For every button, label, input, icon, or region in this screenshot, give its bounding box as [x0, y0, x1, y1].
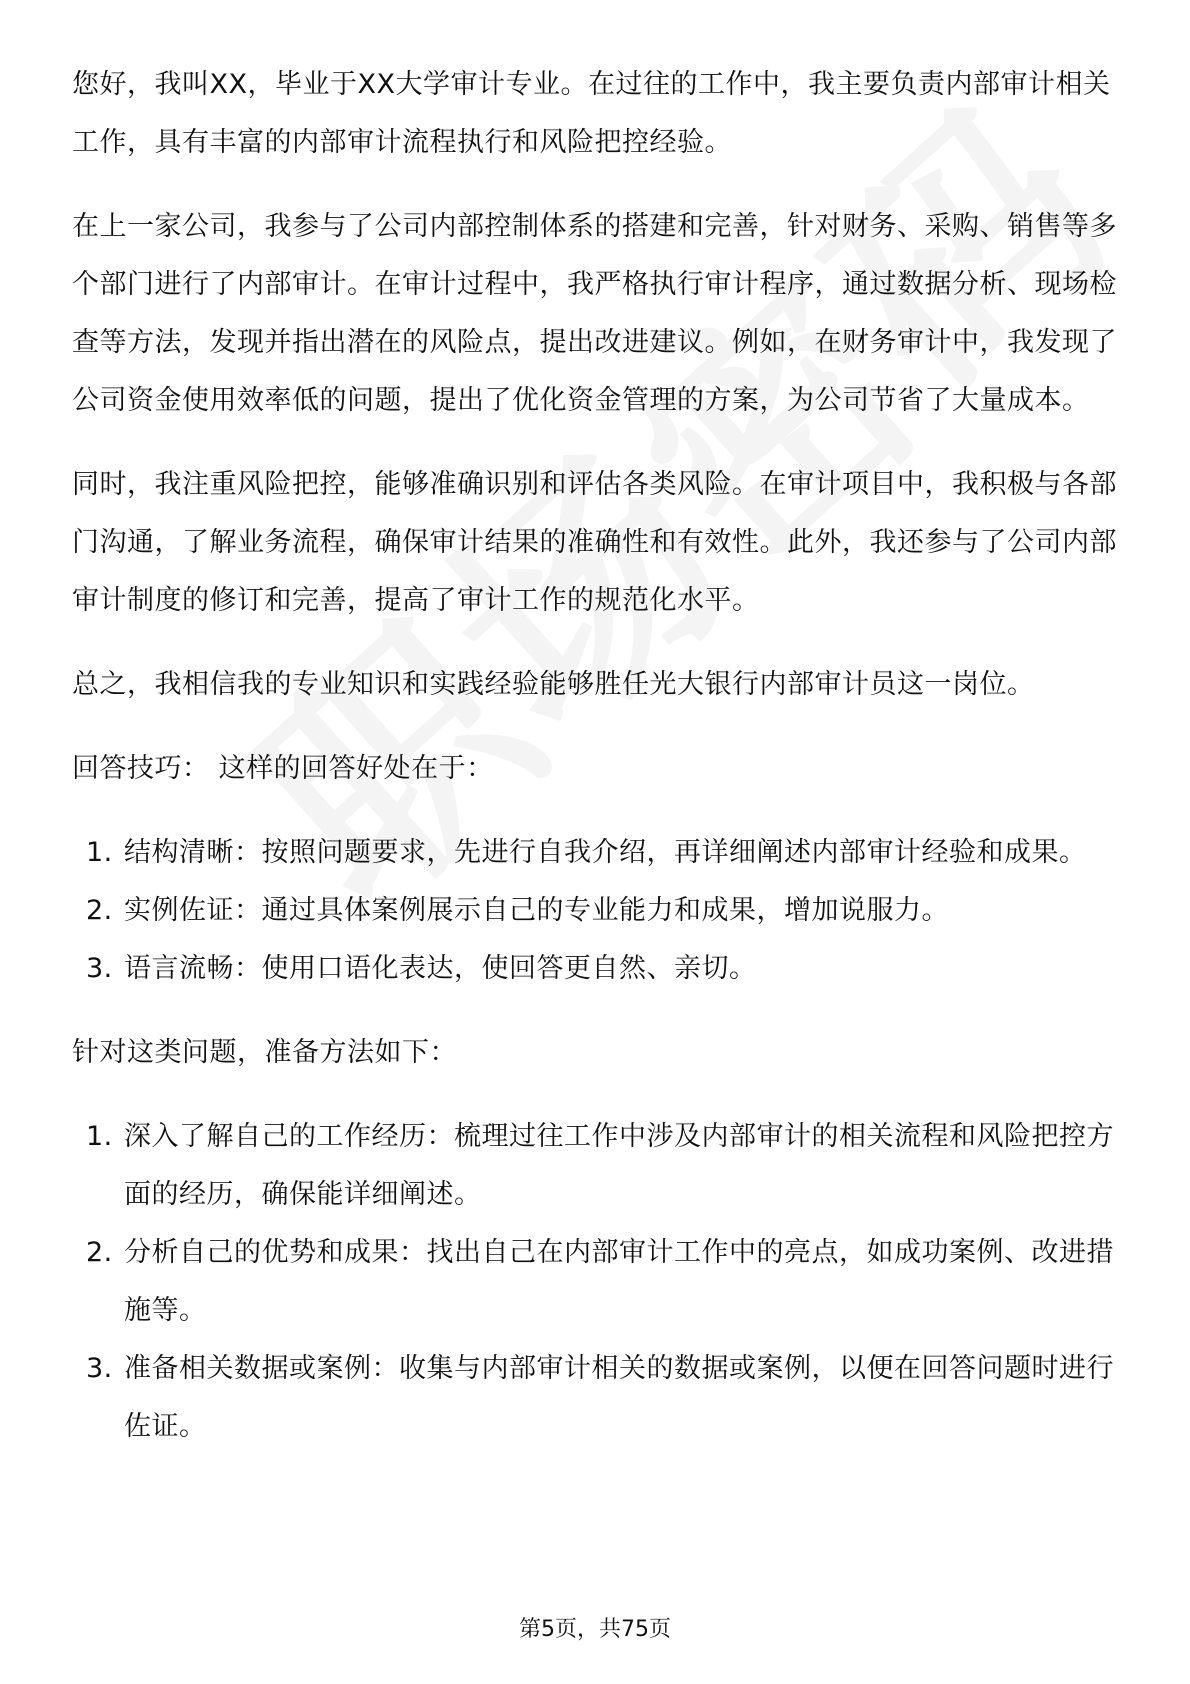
list-number: 2. — [86, 895, 113, 926]
prep-list — [72, 1108, 1118, 1456]
tips-list — [72, 824, 1118, 998]
list-item — [72, 882, 1118, 940]
list-item-text: 结构清晰：按照问题要求，先进行自我介绍，再详细阐述内部审计经验和成果。 — [124, 837, 1087, 868]
list-item-text: 深入了解自己的工作经历：梳理过往工作中涉及内部审计的相关流程和风险把控方面的经历，确保能详细阐述。 — [124, 1121, 1114, 1210]
list-number: 3. — [86, 953, 113, 984]
list-number: 1. — [86, 1121, 113, 1152]
list-item — [72, 940, 1118, 998]
page-content — [72, 56, 1118, 1482]
list-item-text: 准备相关数据或案例：收集与内部审计相关的数据或案例，以便在回答问题时进行佐证。 — [124, 1353, 1114, 1442]
paragraph-risk-control: 同时，我注重风险把控，能够准确识别和评估各类风险。在审计项目中，我积极与各部门沟通，了解业务流程，确保审计结果的准确性和有效性。此外，我还参与了公司内部审计制度的修订和完善，提高了审计工作的规范化水平。 — [72, 469, 1117, 616]
list-item-text: 实例佐证：通过具体案例展示自己的专业能力和成果，增加说服力。 — [124, 895, 949, 926]
list-item-text: 语言流畅：使用口语化表达，使回答更自然、亲切。 — [124, 953, 757, 984]
list-item — [72, 1108, 1118, 1224]
list-item — [72, 1224, 1118, 1340]
page-footer: 第5页，共75页 — [519, 1617, 671, 1642]
tips-heading: 回答技巧： 这样的回答好处在于： — [72, 753, 494, 784]
list-item — [72, 1340, 1118, 1456]
list-number: 3. — [86, 1353, 113, 1384]
paragraph-intro: 您好，我叫XX，毕业于XX大学审计专业。在过往的工作中，我主要负责内部审计相关工作，具有丰富的内部审计流程执行和风险把控经验。 — [72, 69, 1111, 158]
paragraph-experience: 在上一家公司，我参与了公司内部控制体系的搭建和完善，针对财务、采购、销售等多个部门进行了内部审计。在审计过程中，我严格执行审计程序，通过数据分析、现场检查等方法，发现并指出潜在的风险点，提出改进建议。例如，在财务审计中，我发现了公司资金使用效率低的问题，提出了优化资金管理的方案，为公司节省了大量成本。 — [72, 211, 1117, 416]
prep-heading: 针对这类问题，准备方法如下： — [72, 1037, 457, 1068]
list-number: 1. — [86, 837, 113, 868]
list-item — [72, 824, 1118, 882]
list-number: 2. — [86, 1237, 113, 1268]
list-item-text: 分析自己的优势和成果：找出自己在内部审计工作中的亮点，如成功案例、改进措施等。 — [124, 1237, 1114, 1326]
paragraph-conclusion: 总之，我相信我的专业知识和实践经验能够胜任光大银行内部审计员这一岗位。 — [72, 669, 1035, 700]
